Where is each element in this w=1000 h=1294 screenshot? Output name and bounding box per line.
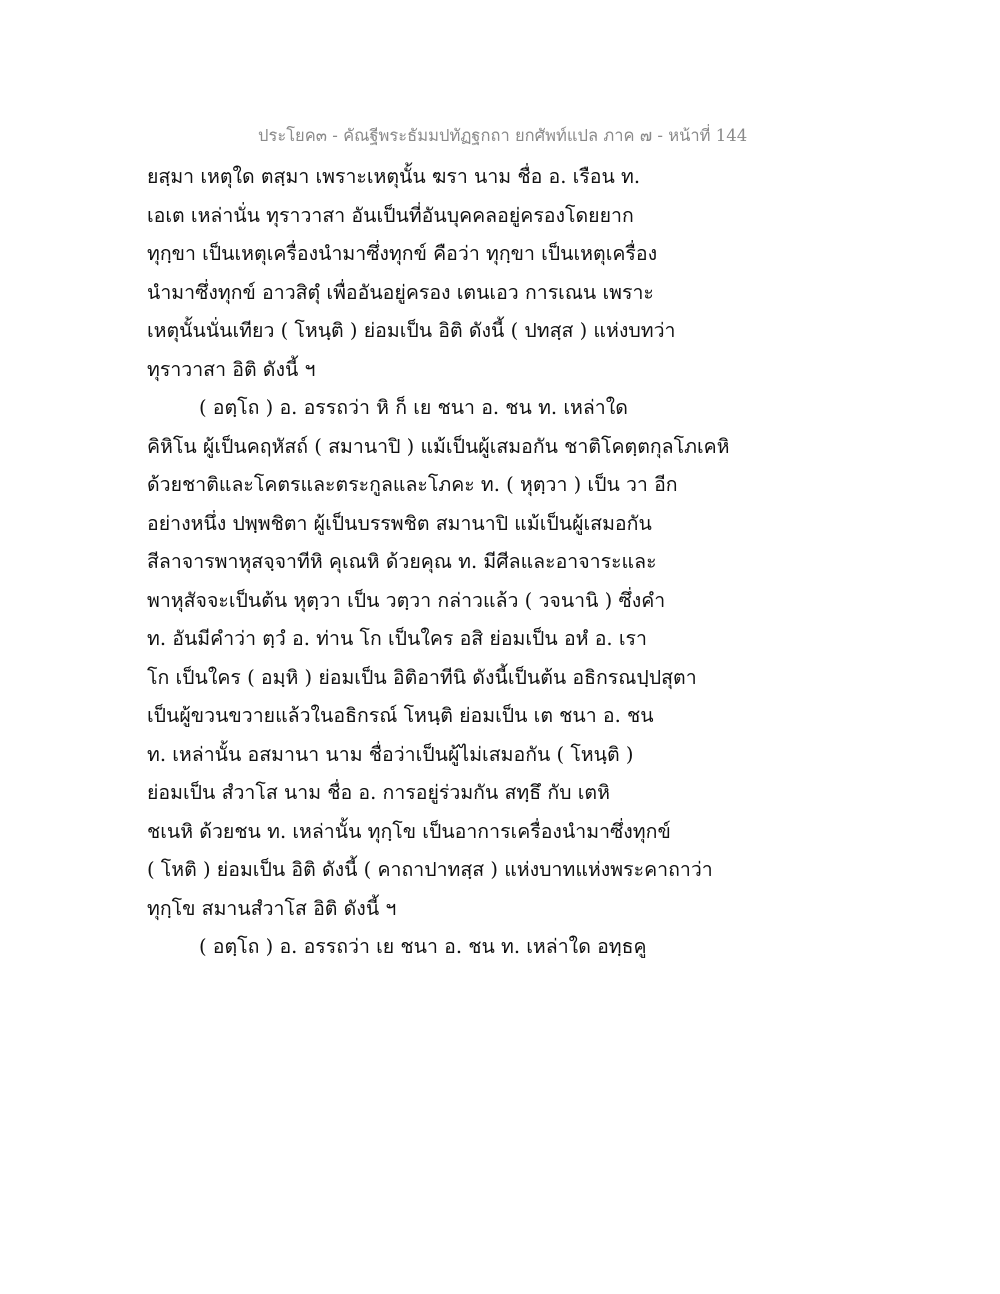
- text-line: ทุกฺขา เป็นเหตุเครื่องนำมาซึ่งทุกข์ คือว่า ทุกฺขา เป็นเหตุเครื่อง: [147, 242, 658, 265]
- text-line: ( โหติ ) ย่อมเป็น อิติ ดังนี้ ( คาถาปาทสฺส ) แห่งบาทแห่งพระคาถาว่า: [147, 858, 713, 881]
- text-line: ทุกฺโข สมานสํวาโส อิติ ดังนี้ ฯ: [147, 896, 397, 920]
- text-line: ย่อมเป็น สํวาโส นาม ชื่อ อ. การอยู่ร่วมกัน สทฺธึ กับ เตหิ: [147, 781, 610, 804]
- text-line: คิหิโน ผู้เป็นคฤหัสถ์ ( สมานาปิ ) แม้เป็นผู้เสมอกัน ชาติโคตฺตกุลโภเคหิ: [147, 434, 730, 458]
- running-header: ประโยค๓ - คัณฐีพระธัมมปทัฏฐกถา ยกศัพท์แปล ภาค ๗ - หน้าที่ 144: [258, 126, 748, 145]
- text-line: ท. อันมีคำว่า ตฺวํ อ. ท่าน โก เป็นใคร อสิ ย่อมเป็น อหํ อ. เรา: [147, 627, 647, 650]
- text-line: ยสฺมา เหตุใด ตสฺมา เพราะเหตุนั้น ฆรา นาม ชื่อ อ. เรือน ท.: [147, 165, 641, 188]
- text-line: เอเต เหล่านั่น ทุราวาสา อันเป็นที่อันบุคคลอยู่ครองโดยยาก: [147, 203, 634, 227]
- text-line: ทุราวาสา อิติ ดังนี้ ฯ: [147, 357, 316, 381]
- text-line: เป็นผู้ขวนขวายแล้วในอธิกรณ์ โหนฺติ ย่อมเป็น เต ชนา อ. ชน: [147, 704, 654, 727]
- text-line: สีลาจารพาหุสจฺจาทีหิ คุเณหิ ด้วยคุณ ท. มีศีลและอาจาระและ: [147, 550, 657, 573]
- paragraph-start-line: ( อตฺโถ ) อ. อรรถว่า หิ ก็ เย ชนา อ. ชน ท. เหล่าใด: [199, 396, 628, 419]
- text-line: ชเนหิ ด้วยชน ท. เหล่านั้น ทุกฺโข เป็นอาการเครื่องนำมาซึ่งทุกข์: [147, 819, 671, 843]
- text-line: อย่างหนึ่ง ปพฺพชิตา ผู้เป็นบรรพชิต สมานาปิ แม้เป็นผู้เสมอกัน: [147, 511, 652, 535]
- text-line: ด้วยชาติและโคตรและตระกูลและโภคะ ท. ( หุตฺวา ) เป็น วา อีก: [147, 473, 678, 496]
- paragraph-start-line: ( อตฺโถ ) อ. อรรถว่า เย ชนา อ. ชน ท. เหล่าใด อทฺธคู: [199, 935, 647, 958]
- text-line: นำมาซึ่งทุกข์ อาวสิตุํ เพื่ออันอยู่ครอง เตนเอว การเณน เพราะ: [147, 280, 654, 304]
- text-line: ท. เหล่านั้น อสมานา นาม ชื่อว่าเป็นผู้ไม่เสมอกัน ( โหนฺติ ): [147, 742, 634, 766]
- body-text: [147, 158, 747, 967]
- text-line: โก เป็นใคร ( อมฺหิ ) ย่อมเป็น อิติอาทีนิ ดังนี้เป็นต้น อธิกรณปฺปสุตา: [147, 665, 697, 689]
- text-line: พาหุสัจจะเป็นต้น หุตฺวา เป็น วตฺวา กล่าวแล้ว ( วจนานิ ) ซึ่งคำ: [147, 588, 666, 612]
- text-line: เหตุนั้นนั่นเทียว ( โหนฺติ ) ย่อมเป็น อิติ ดังนี้ ( ปทสฺส ) แห่งบทว่า: [147, 319, 676, 342]
